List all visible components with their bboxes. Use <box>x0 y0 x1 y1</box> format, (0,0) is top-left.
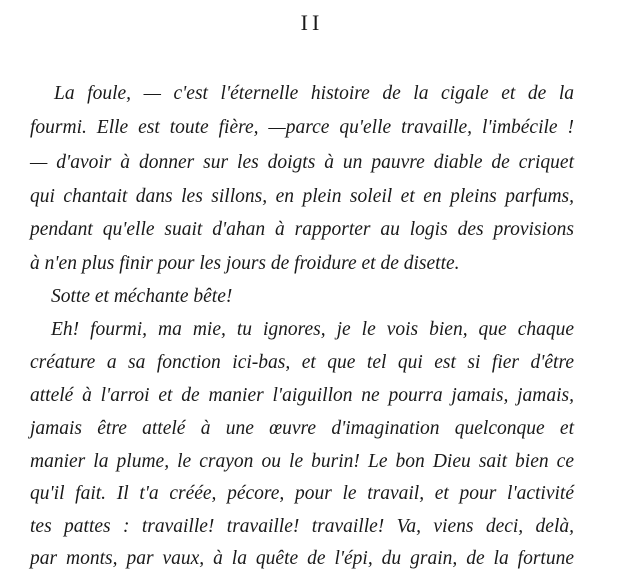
text-line: Eh! fourmi, ma mie, tu ignores, je le vois bien, que chaque <box>51 319 574 340</box>
text-line: fourmi. Elle est toute fière, —parce qu'elle travaille, l'imbécile ! <box>30 117 574 138</box>
text-line: créature a sa fonction ici-bas, et que tel qui est si fier d'être <box>30 352 574 373</box>
text-line: attelé à l'arroi et de manier l'aiguillon ne pourra jamais, jamais, <box>30 385 574 406</box>
text-line: qui chantait dans les sillons, en plein soleil et en pleins parfums, <box>30 186 574 207</box>
chapter-number: II <box>300 10 324 35</box>
text-line: La foule, — c'est l'éternelle histoire de la cigale et de la <box>54 83 574 104</box>
text-line: par monts, par vaux, à la quête de l'épi, du grain, de la fortune <box>30 548 574 569</box>
text-line: tes pattes : travaille! travaille! travaille! Va, viens deci, delà, <box>30 516 574 537</box>
text-line: jamais être attelé à une œuvre d'imagination quelconque et <box>30 418 574 439</box>
text-line: pendant qu'elle suait d'ahan à rapporter au logis des provisions <box>30 219 574 240</box>
text-line: manier la plume, le crayon ou le burin! Le bon Dieu sait bien ce <box>30 451 574 472</box>
text-line: Sotte et méchante bête! <box>51 286 233 307</box>
text-line: — d'avoir à donner sur les doigts à un pauvre diable de criquet <box>30 152 574 173</box>
text-line: qu'il fait. Il t'a créée, pécore, pour le travail, et pour l'activité <box>30 483 574 504</box>
text-line: à n'en plus finir pour les jours de froidure et de disette. <box>30 253 460 274</box>
